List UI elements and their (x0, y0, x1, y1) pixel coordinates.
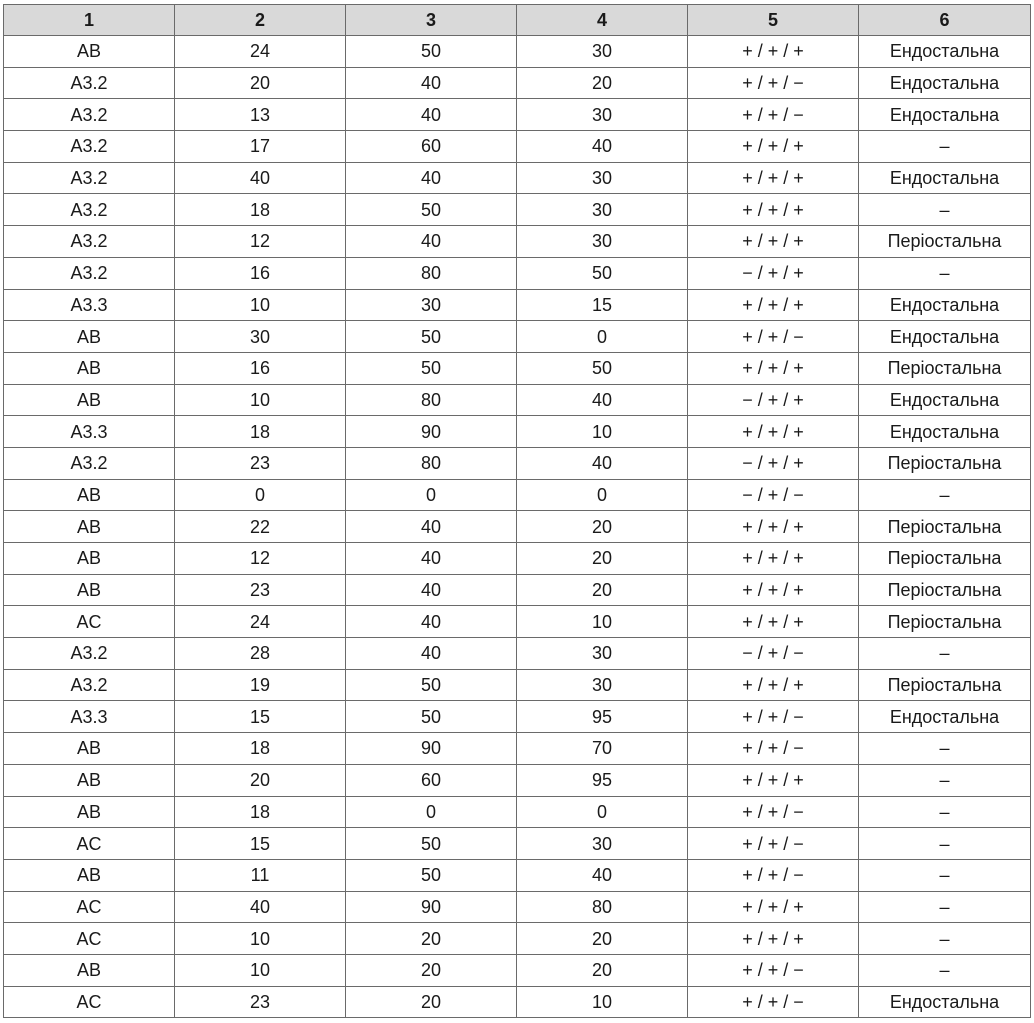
table-cell-col-5: + / + / + (688, 669, 859, 701)
table-row (4, 606, 1031, 638)
table-cell-col-2: 22 (175, 511, 346, 543)
table-header (4, 5, 1031, 36)
table-cell-col-5: + / + / + (688, 923, 859, 955)
table-cell-col-2: 17 (175, 131, 346, 163)
table-cell-col-4: 20 (517, 543, 688, 575)
table-cell-col-6: Ендостальна (859, 67, 1031, 99)
table-row (4, 289, 1031, 321)
table-cell-col-3: 50 (346, 321, 517, 353)
table-cell-col-4: 50 (517, 352, 688, 384)
table-cell-col-1: A3.3 (4, 416, 175, 448)
table-cell-col-3: 50 (346, 669, 517, 701)
table-cell-col-1: A3.2 (4, 131, 175, 163)
table-row (4, 447, 1031, 479)
table-row (4, 321, 1031, 353)
table-cell-col-1: AC (4, 986, 175, 1018)
table-row (4, 352, 1031, 384)
table-cell-col-5: + / + / + (688, 416, 859, 448)
table-cell-col-3: 80 (346, 384, 517, 416)
table-cell-col-3: 40 (346, 67, 517, 99)
table-cell-col-2: 13 (175, 99, 346, 131)
table-cell-col-6: – (859, 859, 1031, 891)
table-row (4, 67, 1031, 99)
table-cell-col-2: 24 (175, 606, 346, 638)
table-cell-col-5: + / + / + (688, 764, 859, 796)
table-row (4, 954, 1031, 986)
table-row (4, 99, 1031, 131)
table-cell-col-4: 40 (517, 447, 688, 479)
table-row (4, 511, 1031, 543)
table-cell-col-6: – (859, 828, 1031, 860)
table-cell-col-3: 80 (346, 257, 517, 289)
table-cell-col-2: 10 (175, 384, 346, 416)
table-cell-col-5: + / + / + (688, 226, 859, 258)
table-cell-col-5: − / + / − (688, 479, 859, 511)
table-row (4, 986, 1031, 1018)
table-row (4, 384, 1031, 416)
table-cell-col-3: 20 (346, 923, 517, 955)
table-cell-col-6: Періостальна (859, 447, 1031, 479)
table-cell-col-5: + / + / − (688, 321, 859, 353)
table-cell-col-1: AB (4, 321, 175, 353)
table-cell-col-3: 60 (346, 131, 517, 163)
table-cell-col-6: Ендостальна (859, 701, 1031, 733)
table-row (4, 828, 1031, 860)
table-cell-col-1: AB (4, 36, 175, 68)
table-row (4, 733, 1031, 765)
table-row (4, 701, 1031, 733)
table-cell-col-4: 50 (517, 257, 688, 289)
table-cell-col-5: + / + / − (688, 67, 859, 99)
table-cell-col-1: AB (4, 352, 175, 384)
table-cell-col-1: A3.2 (4, 99, 175, 131)
table-cell-col-2: 18 (175, 194, 346, 226)
table-cell-col-5: + / + / + (688, 162, 859, 194)
table-cell-col-2: 10 (175, 289, 346, 321)
table-cell-col-4: 40 (517, 384, 688, 416)
table-cell-col-1: A3.2 (4, 162, 175, 194)
table-row (4, 764, 1031, 796)
table-row (4, 923, 1031, 955)
table-cell-col-4: 95 (517, 764, 688, 796)
table-cell-col-4: 10 (517, 986, 688, 1018)
table-cell-col-3: 50 (346, 36, 517, 68)
table-cell-col-1: A3.2 (4, 669, 175, 701)
table-cell-col-6: Ендостальна (859, 36, 1031, 68)
table-cell-col-3: 40 (346, 162, 517, 194)
table-cell-col-1: AB (4, 543, 175, 575)
table-cell-col-2: 15 (175, 701, 346, 733)
table-cell-col-4: 80 (517, 891, 688, 923)
table-cell-col-6: – (859, 733, 1031, 765)
table-cell-col-1: A3.2 (4, 257, 175, 289)
table-cell-col-4: 0 (517, 479, 688, 511)
table-cell-col-1: AB (4, 479, 175, 511)
table-cell-col-4: 20 (517, 923, 688, 955)
table-cell-col-4: 20 (517, 574, 688, 606)
table-cell-col-6: Ендостальна (859, 99, 1031, 131)
table-cell-col-3: 50 (346, 352, 517, 384)
table-cell-col-6: Періостальна (859, 226, 1031, 258)
table-cell-col-5: − / + / + (688, 257, 859, 289)
table-cell-col-6: Ендостальна (859, 162, 1031, 194)
table-row (4, 162, 1031, 194)
table-cell-col-5: + / + / − (688, 954, 859, 986)
table-row (4, 638, 1031, 670)
table-cell-col-2: 16 (175, 257, 346, 289)
table-cell-col-1: AB (4, 954, 175, 986)
table-cell-col-4: 30 (517, 669, 688, 701)
table-cell-col-3: 40 (346, 543, 517, 575)
table-cell-col-2: 15 (175, 828, 346, 860)
table-cell-col-2: 40 (175, 162, 346, 194)
table-cell-col-5: + / + / − (688, 796, 859, 828)
table-cell-col-1: AB (4, 511, 175, 543)
table-row (4, 131, 1031, 163)
table-cell-col-3: 50 (346, 859, 517, 891)
table-cell-col-4: 30 (517, 638, 688, 670)
table-cell-col-6: – (859, 257, 1031, 289)
table-cell-col-5: − / + / − (688, 638, 859, 670)
table-cell-col-3: 40 (346, 606, 517, 638)
table-cell-col-3: 50 (346, 194, 517, 226)
table-cell-col-6: – (859, 638, 1031, 670)
table-cell-col-6: Ендостальна (859, 416, 1031, 448)
table-row (4, 543, 1031, 575)
table-cell-col-6: – (859, 954, 1031, 986)
table-cell-col-3: 0 (346, 796, 517, 828)
table-cell-col-2: 0 (175, 479, 346, 511)
table-cell-col-6: – (859, 764, 1031, 796)
table-row (4, 574, 1031, 606)
table-cell-col-1: AC (4, 891, 175, 923)
data-table (3, 4, 1031, 1018)
table-cell-col-6: – (859, 194, 1031, 226)
table-cell-col-4: 0 (517, 321, 688, 353)
table-cell-col-2: 18 (175, 733, 346, 765)
column-header-2: 2 (175, 5, 346, 36)
table-cell-col-4: 30 (517, 36, 688, 68)
column-header-6: 6 (859, 5, 1031, 36)
table-cell-col-5: + / + / − (688, 828, 859, 860)
table-row (4, 796, 1031, 828)
table-cell-col-1: A3.2 (4, 638, 175, 670)
table-cell-col-4: 30 (517, 99, 688, 131)
table-cell-col-5: + / + / − (688, 986, 859, 1018)
table-cell-col-6: Ендостальна (859, 384, 1031, 416)
table-cell-col-1: AB (4, 574, 175, 606)
table-row (4, 194, 1031, 226)
table-cell-col-2: 23 (175, 574, 346, 606)
table-cell-col-5: + / + / + (688, 606, 859, 638)
table-cell-col-2: 23 (175, 447, 346, 479)
table-cell-col-4: 30 (517, 162, 688, 194)
table-cell-col-3: 50 (346, 701, 517, 733)
table-row (4, 416, 1031, 448)
table-cell-col-1: A3.2 (4, 447, 175, 479)
table-cell-col-2: 18 (175, 796, 346, 828)
table-cell-col-1: AB (4, 796, 175, 828)
table-cell-col-6: Періостальна (859, 574, 1031, 606)
table-cell-col-3: 90 (346, 891, 517, 923)
table-body (4, 36, 1031, 1018)
table-cell-col-5: + / + / − (688, 701, 859, 733)
table-cell-col-6: Періостальна (859, 352, 1031, 384)
table-row (4, 669, 1031, 701)
table-cell-col-1: A3.2 (4, 67, 175, 99)
table-cell-col-3: 90 (346, 416, 517, 448)
table-cell-col-2: 19 (175, 669, 346, 701)
table-cell-col-6: Періостальна (859, 543, 1031, 575)
table-cell-col-5: + / + / + (688, 36, 859, 68)
table-cell-col-2: 16 (175, 352, 346, 384)
table-cell-col-3: 20 (346, 954, 517, 986)
table-cell-col-5: + / + / + (688, 194, 859, 226)
table-cell-col-1: AC (4, 828, 175, 860)
table-cell-col-1: AB (4, 859, 175, 891)
table-row (4, 257, 1031, 289)
table-cell-col-4: 95 (517, 701, 688, 733)
header-row (4, 5, 1031, 36)
table-cell-col-6: Ендостальна (859, 321, 1031, 353)
table-cell-col-4: 20 (517, 67, 688, 99)
table-cell-col-1: AB (4, 384, 175, 416)
table-cell-col-6: – (859, 479, 1031, 511)
table-cell-col-2: 12 (175, 543, 346, 575)
table-cell-col-5: + / + / − (688, 99, 859, 131)
table-cell-col-3: 40 (346, 99, 517, 131)
table-cell-col-1: AC (4, 606, 175, 638)
table-row (4, 891, 1031, 923)
table-cell-col-5: + / + / + (688, 511, 859, 543)
table-cell-col-1: AB (4, 764, 175, 796)
table-cell-col-2: 11 (175, 859, 346, 891)
table-cell-col-4: 15 (517, 289, 688, 321)
table-cell-col-6: – (859, 131, 1031, 163)
table-cell-col-2: 23 (175, 986, 346, 1018)
table-cell-col-3: 40 (346, 574, 517, 606)
table-cell-col-6: – (859, 923, 1031, 955)
table-cell-col-5: + / + / + (688, 574, 859, 606)
table-cell-col-6: Періостальна (859, 669, 1031, 701)
table-cell-col-1: A3.2 (4, 194, 175, 226)
table-cell-col-3: 20 (346, 986, 517, 1018)
table-cell-col-6: – (859, 796, 1031, 828)
table-cell-col-2: 24 (175, 36, 346, 68)
table-cell-col-3: 60 (346, 764, 517, 796)
table-cell-col-4: 40 (517, 859, 688, 891)
table-cell-col-3: 90 (346, 733, 517, 765)
table-cell-col-4: 30 (517, 828, 688, 860)
table-cell-col-5: − / + / + (688, 447, 859, 479)
table-cell-col-3: 30 (346, 289, 517, 321)
table-cell-col-2: 40 (175, 891, 346, 923)
column-header-5: 5 (688, 5, 859, 36)
table-cell-col-2: 20 (175, 67, 346, 99)
table-cell-col-4: 20 (517, 954, 688, 986)
table-cell-col-6: – (859, 891, 1031, 923)
table-cell-col-1: A3.3 (4, 289, 175, 321)
table-cell-col-6: Періостальна (859, 511, 1031, 543)
table-cell-col-2: 30 (175, 321, 346, 353)
table-cell-col-6: Періостальна (859, 606, 1031, 638)
table-cell-col-5: + / + / + (688, 543, 859, 575)
table-cell-col-5: + / + / + (688, 289, 859, 321)
table-cell-col-3: 40 (346, 226, 517, 258)
table-cell-col-4: 30 (517, 194, 688, 226)
table-cell-col-5: + / + / − (688, 733, 859, 765)
table-row (4, 226, 1031, 258)
table-cell-col-2: 28 (175, 638, 346, 670)
table-cell-col-4: 70 (517, 733, 688, 765)
table-cell-col-4: 10 (517, 606, 688, 638)
table-cell-col-4: 20 (517, 511, 688, 543)
table-cell-col-2: 10 (175, 923, 346, 955)
table-cell-col-2: 12 (175, 226, 346, 258)
table-row (4, 36, 1031, 68)
table-cell-col-1: A3.2 (4, 226, 175, 258)
column-header-1: 1 (4, 5, 175, 36)
table-cell-col-5: + / + / + (688, 891, 859, 923)
table-cell-col-4: 10 (517, 416, 688, 448)
table-row (4, 479, 1031, 511)
table-cell-col-3: 40 (346, 638, 517, 670)
table-cell-col-3: 0 (346, 479, 517, 511)
table-cell-col-4: 0 (517, 796, 688, 828)
table-cell-col-6: Ендостальна (859, 289, 1031, 321)
table-cell-col-6: Ендостальна (859, 986, 1031, 1018)
table-cell-col-1: AB (4, 733, 175, 765)
table-cell-col-5: + / + / + (688, 131, 859, 163)
data-table-container (3, 4, 1030, 1018)
table-cell-col-5: − / + / + (688, 384, 859, 416)
table-cell-col-1: AC (4, 923, 175, 955)
table-cell-col-2: 20 (175, 764, 346, 796)
table-row (4, 859, 1031, 891)
table-cell-col-3: 40 (346, 511, 517, 543)
table-cell-col-4: 40 (517, 131, 688, 163)
table-cell-col-2: 18 (175, 416, 346, 448)
column-header-3: 3 (346, 5, 517, 36)
column-header-4: 4 (517, 5, 688, 36)
table-cell-col-3: 50 (346, 828, 517, 860)
table-cell-col-5: + / + / − (688, 859, 859, 891)
table-cell-col-5: + / + / + (688, 352, 859, 384)
table-cell-col-3: 80 (346, 447, 517, 479)
table-cell-col-4: 30 (517, 226, 688, 258)
table-cell-col-2: 10 (175, 954, 346, 986)
table-cell-col-1: A3.3 (4, 701, 175, 733)
